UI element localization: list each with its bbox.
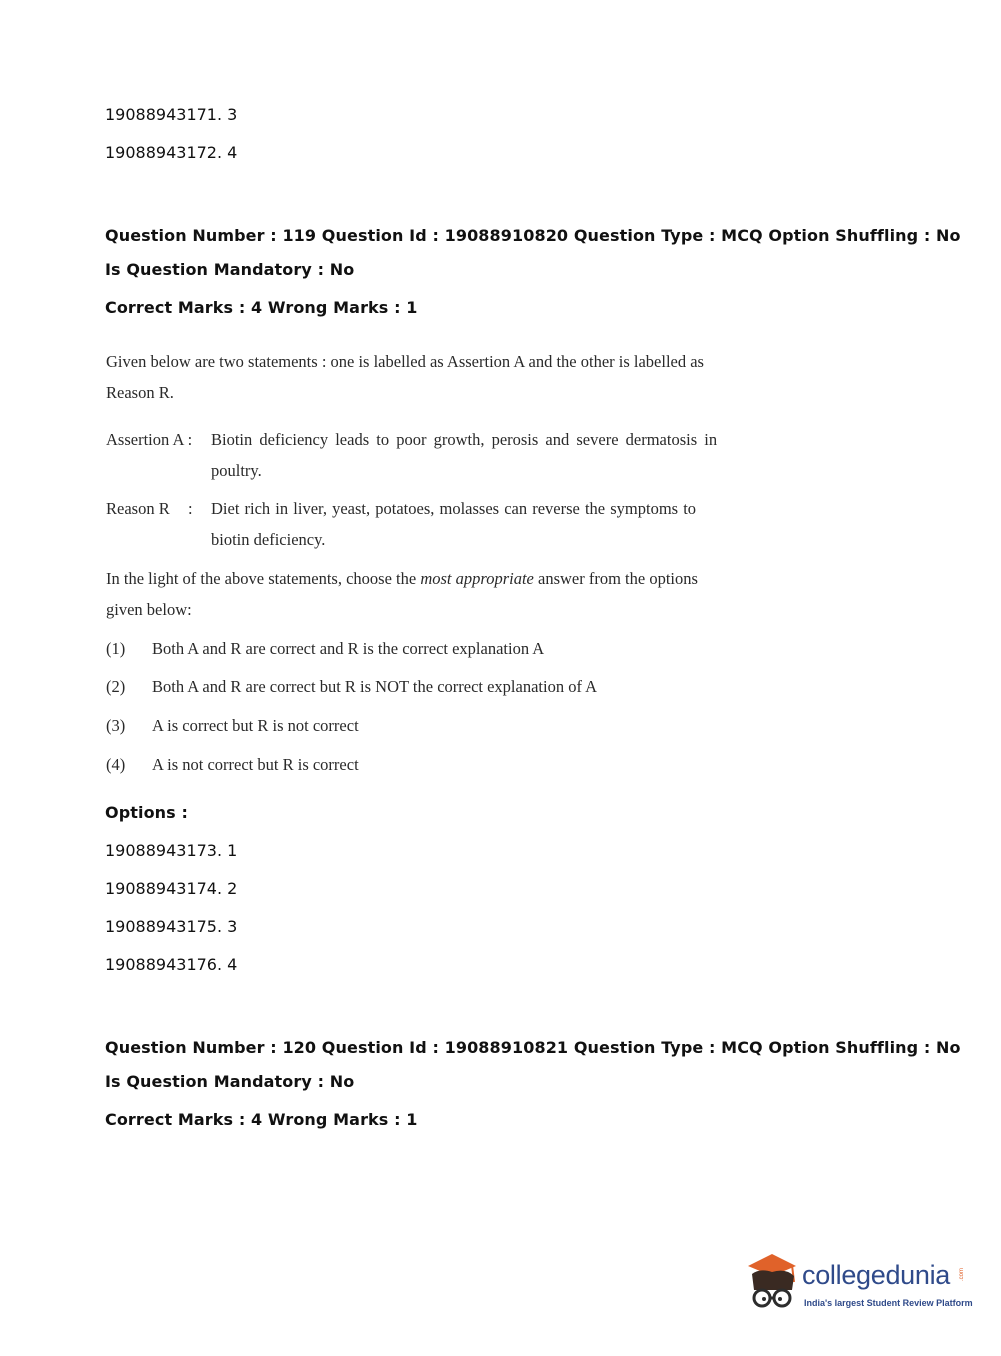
instruction-line-1 [106,569,698,589]
choice-2-text: Both A and R are correct but R is NOT the correct explanation of A [152,677,598,696]
q120-marks: Correct Marks : 4 Wrong Marks : 1 [105,1110,418,1129]
reason-text-1: Diet rich in liver, yeast, potatoes, molasses can reverse the symptoms to [211,499,697,518]
choice-2-number: (2) [106,677,126,696]
q119-options-label: Options : [105,803,188,822]
q119-option-2: 19088943174. 2 [105,879,238,898]
mascot-icon [742,1252,802,1322]
choice-1-number: (1) [106,639,126,658]
q119-option-3: 19088943175. 3 [105,917,238,936]
q119-option-1: 19088943173. 1 [105,841,238,860]
choice-3-number: (3) [106,716,126,735]
prev-option-3: 19088943171. 3 [105,105,238,124]
instruction-line-2: given below: [106,600,192,619]
assertion-label: Assertion A : [106,430,193,449]
q119-intro-line-1: Given below are two statements : one is labelled as Assertion A and the other is labelled as [106,352,704,371]
reason-text-2: biotin deficiency. [211,530,326,549]
q120-header: Question Number : 120 Question Id : 19088910821 Question Type : MCQ Option Shuffling : No [105,1038,961,1057]
assertion-text-2: poultry. [211,461,262,480]
logo-dotcom: .com [959,1268,965,1282]
choice-1-text: Both A and R are correct and R is the correct explanation A [152,639,545,658]
q119-intro-line-2: Reason R. [106,383,174,402]
q119-mandatory: Is Question Mandatory : No [105,260,355,279]
q120-mandatory: Is Question Mandatory : No [105,1072,355,1091]
choice-4-text: A is not correct but R is correct [152,755,359,774]
prev-option-4: 19088943172. 4 [105,143,238,162]
instruction-suffix: answer from the options [533,569,698,588]
logo-tagline: India's largest Student Review Platform [804,1298,973,1308]
choice-4-number: (4) [106,755,126,774]
instruction-emphasis: most appropriate [420,569,534,588]
q119-marks: Correct Marks : 4 Wrong Marks : 1 [105,298,418,317]
choice-3-text: A is correct but R is not correct [152,716,359,735]
assertion-text-1: Biotin deficiency leads to poor growth, perosis and severe dermatosis in [211,430,718,449]
q119-header: Question Number : 119 Question Id : 19088910820 Question Type : MCQ Option Shuffling : No [105,226,961,245]
q119-option-4: 19088943176. 4 [105,955,238,974]
reason-label: Reason R [106,499,170,518]
reason-colon: : [188,499,193,518]
logo-wordmark: collegedunia [802,1260,951,1290]
collegedunia-logo [742,1252,972,1322]
instruction-prefix: In the light of the above statements, choose the [106,569,421,588]
